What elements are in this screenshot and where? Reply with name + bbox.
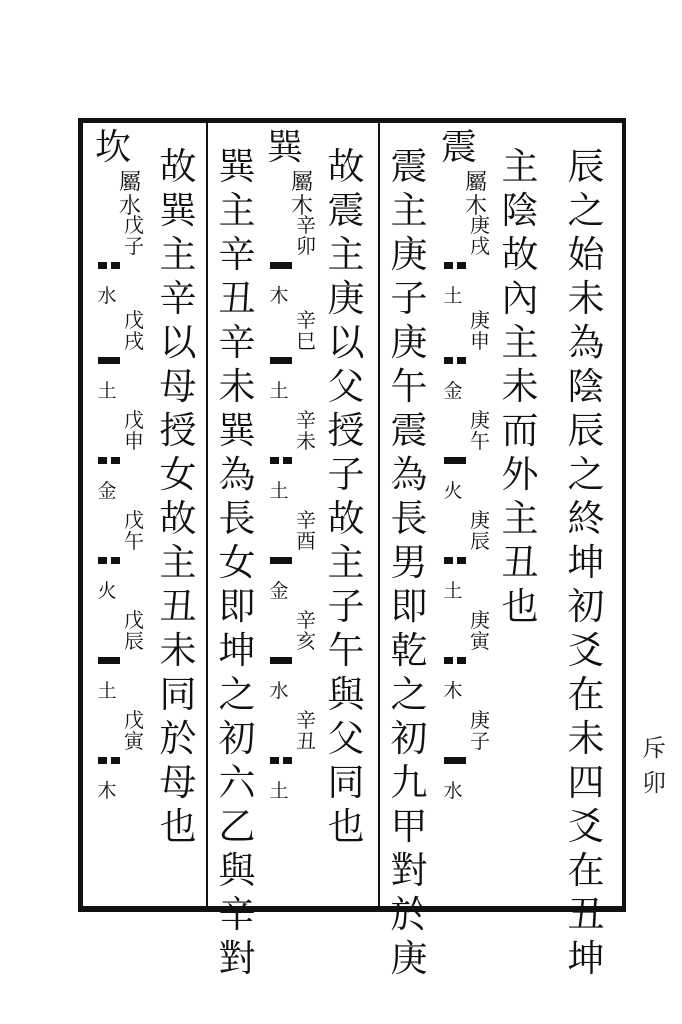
- line-branch: 辛 卯: [296, 213, 316, 258]
- broken-line-mark: [444, 657, 466, 664]
- text-char: 辰: [567, 409, 605, 452]
- line-element: 水: [443, 780, 463, 802]
- text-column-4: [323, 145, 369, 852]
- text-char: 辛: [218, 233, 256, 276]
- hexagram-name: 震: [440, 127, 477, 168]
- text-char: 即: [390, 585, 428, 628]
- line-branch: 辛 巳: [296, 308, 316, 353]
- hexagram-line: [92, 308, 146, 402]
- margin-scrap-text: 斥 卯: [642, 734, 666, 797]
- hexagram-line: [438, 213, 492, 307]
- text-char: 辛: [218, 321, 256, 364]
- text-char: 乾: [390, 629, 428, 672]
- text-char: 也: [501, 585, 539, 628]
- text-char: 故: [327, 145, 365, 188]
- text-column-3: [386, 145, 432, 984]
- text-char: 巽: [159, 189, 197, 232]
- text-char: 之: [567, 189, 605, 232]
- line-branch: 辛 丑: [296, 708, 316, 753]
- text-char: 主: [501, 145, 539, 188]
- text-char: 故: [159, 145, 197, 188]
- broken-line-mark: [98, 757, 120, 764]
- text-char: 父: [327, 365, 365, 408]
- text-char: 與: [327, 673, 365, 716]
- text-char: 主: [390, 189, 428, 232]
- text-char: 庚: [390, 321, 428, 364]
- hexagram-line: [92, 408, 146, 502]
- text-char: 在: [567, 673, 605, 716]
- column-divider-1: [378, 122, 380, 906]
- solid-line-mark: [270, 657, 292, 664]
- text-char: 也: [159, 805, 197, 848]
- line-element: 木: [443, 680, 463, 702]
- broken-line-mark: [444, 557, 466, 564]
- line-element: 金: [443, 380, 463, 402]
- text-char: 故: [327, 497, 365, 540]
- text-char: 主: [327, 233, 365, 276]
- text-char: 未: [218, 365, 256, 408]
- text-char: 震: [327, 189, 365, 232]
- text-char: 母: [159, 761, 197, 804]
- hexagram-line: [264, 608, 318, 702]
- hexagram-line: [92, 608, 146, 702]
- text-char: 女: [159, 453, 197, 496]
- text-char: 爻: [567, 629, 605, 672]
- hexagram-line: [264, 308, 318, 402]
- hexagram-line: [92, 508, 146, 602]
- line-element: 土: [269, 780, 289, 802]
- line-branch: 戊 戌: [124, 308, 144, 353]
- text-char: 與: [218, 849, 256, 892]
- text-char: 在: [567, 849, 605, 892]
- text-char: 未: [567, 277, 605, 320]
- text-char: 之: [390, 673, 428, 716]
- text-char: 同: [159, 673, 197, 716]
- text-char: 庚: [390, 233, 428, 276]
- text-char: 主: [501, 497, 539, 540]
- text-char: 對: [390, 849, 428, 892]
- text-char: 丑: [218, 277, 256, 320]
- text-char: 乙: [218, 805, 256, 848]
- solid-line-mark: [444, 457, 466, 464]
- hexagram-attribute: 屬 木: [464, 170, 487, 219]
- text-char: 始: [567, 233, 605, 276]
- line-element: 土: [443, 285, 463, 307]
- line-branch: 庚 辰: [470, 508, 490, 553]
- text-char: 未: [501, 365, 539, 408]
- frame-right-rule: [622, 118, 626, 912]
- line-branch: 戊 寅: [124, 708, 144, 753]
- text-char: 坤: [567, 937, 605, 980]
- text-char: 內: [501, 277, 539, 320]
- text-char: 之: [567, 453, 605, 496]
- line-element: 火: [97, 580, 117, 602]
- solid-line-mark: [98, 657, 120, 664]
- broken-line-mark: [98, 262, 120, 269]
- text-char: 四: [567, 761, 605, 804]
- line-element: 土: [269, 380, 289, 402]
- line-branch: 庚 戌: [470, 213, 490, 258]
- text-char: 震: [390, 145, 428, 188]
- text-column-1: [563, 145, 609, 984]
- text-char: 辛: [218, 893, 256, 936]
- text-char: 同: [327, 761, 365, 804]
- line-branch: 庚 寅: [470, 608, 490, 653]
- text-char: 男: [390, 541, 428, 584]
- text-char: 即: [218, 585, 256, 628]
- text-char: 授: [159, 409, 197, 452]
- hexagram-attribute: 屬 木: [290, 170, 313, 219]
- broken-line-mark: [270, 457, 292, 464]
- text-char: 為: [567, 321, 605, 364]
- text-char: 對: [218, 937, 256, 980]
- text-char: 甲: [390, 805, 428, 848]
- hexagram-line: [438, 508, 492, 602]
- text-char: 午: [390, 365, 428, 408]
- hexagram-line: [264, 213, 318, 307]
- text-char: 外: [501, 453, 539, 496]
- text-column-2: [497, 145, 543, 632]
- hexagram-line: [92, 213, 146, 307]
- text-char: 巽: [218, 409, 256, 452]
- text-char: 丑: [159, 585, 197, 628]
- line-element: 木: [97, 780, 117, 802]
- line-element: 火: [443, 480, 463, 502]
- hexagram-line: [438, 408, 492, 502]
- text-char: 未: [567, 717, 605, 760]
- text-char: 而: [501, 409, 539, 452]
- text-char: 震: [390, 409, 428, 452]
- text-char: 子: [390, 277, 428, 320]
- column-divider-2: [206, 122, 208, 906]
- broken-line-mark: [98, 457, 120, 464]
- text-char: 初: [567, 585, 605, 628]
- frame-left-rule: [78, 118, 83, 912]
- text-char: 為: [218, 453, 256, 496]
- text-char: 主: [327, 541, 365, 584]
- text-char: 丑: [567, 893, 605, 936]
- hexagram-line: [264, 708, 318, 802]
- solid-line-mark: [270, 557, 292, 564]
- text-char: 坤: [218, 629, 256, 672]
- text-char: 主: [159, 541, 197, 584]
- line-element: 水: [97, 285, 117, 307]
- frame-top-rule: [80, 118, 625, 123]
- text-char: 長: [218, 497, 256, 540]
- text-char: 子: [327, 453, 365, 496]
- hexagram-line: [438, 608, 492, 702]
- line-branch: 辛 酉: [296, 508, 316, 553]
- hexagram-line: [438, 308, 492, 402]
- text-char: 六: [218, 761, 256, 804]
- line-element: 水: [269, 680, 289, 702]
- solid-line-mark: [98, 357, 120, 364]
- solid-line-mark: [444, 757, 466, 764]
- text-char: 庚: [390, 937, 428, 980]
- broken-line-mark: [444, 357, 466, 364]
- broken-line-mark: [270, 757, 292, 764]
- text-char: 辛: [159, 277, 197, 320]
- line-element: 土: [443, 580, 463, 602]
- line-element: 金: [269, 580, 289, 602]
- text-char: 陰: [501, 189, 539, 232]
- text-char: 主: [218, 189, 256, 232]
- text-char: 初: [218, 717, 256, 760]
- line-branch: 辛 未: [296, 408, 316, 453]
- text-char: 以: [327, 321, 365, 364]
- text-char: 授: [327, 409, 365, 452]
- text-char: 之: [218, 673, 256, 716]
- text-char: 丑: [501, 541, 539, 584]
- hexagram-attribute: 屬 水: [118, 170, 141, 219]
- text-char: 九: [390, 761, 428, 804]
- text-char: 主: [159, 233, 197, 276]
- text-char: 巽: [218, 145, 256, 188]
- line-element: 木: [269, 285, 289, 307]
- text-char: 陰: [567, 365, 605, 408]
- hexagram-line: [438, 708, 492, 802]
- text-char: 女: [218, 541, 256, 584]
- text-char: 為: [390, 453, 428, 496]
- line-branch: 庚 午: [470, 408, 490, 453]
- line-element: 土: [269, 480, 289, 502]
- text-char: 庚: [327, 277, 365, 320]
- hexagram-line: [264, 508, 318, 602]
- line-element: 土: [97, 380, 117, 402]
- hexagram-line: [92, 708, 146, 802]
- hexagram-name: 巽: [266, 127, 303, 168]
- line-branch: 戊 辰: [124, 608, 144, 653]
- text-char: 子: [327, 585, 365, 628]
- text-char: 辰: [567, 145, 605, 188]
- line-branch: 庚 子: [470, 708, 490, 753]
- text-char: 於: [159, 717, 197, 760]
- text-char: 爻: [567, 805, 605, 848]
- text-char: 故: [159, 497, 197, 540]
- frame-bottom-rule: [78, 906, 626, 912]
- solid-line-mark: [270, 262, 292, 269]
- line-branch: 辛 亥: [296, 608, 316, 653]
- text-char: 以: [159, 321, 197, 364]
- text-char: 主: [501, 321, 539, 364]
- text-char: 也: [327, 805, 365, 848]
- broken-line-mark: [98, 557, 120, 564]
- text-char: 午: [327, 629, 365, 672]
- hexagram-line: [264, 408, 318, 502]
- line-element: 土: [97, 680, 117, 702]
- line-branch: 庚 申: [470, 308, 490, 353]
- text-char: 終: [567, 497, 605, 540]
- line-branch: 戊 午: [124, 508, 144, 553]
- text-char: 未: [159, 629, 197, 672]
- text-char: 於: [390, 893, 428, 936]
- line-branch: 戊 子: [124, 213, 144, 258]
- text-char: 母: [159, 365, 197, 408]
- text-char: 故: [501, 233, 539, 276]
- text-char: 坤: [567, 541, 605, 584]
- text-char: 長: [390, 497, 428, 540]
- text-char: 初: [390, 717, 428, 760]
- line-element: 金: [97, 480, 117, 502]
- text-column-5: [214, 145, 260, 984]
- text-column-6: [155, 145, 201, 852]
- text-char: 父: [327, 717, 365, 760]
- solid-line-mark: [270, 357, 292, 364]
- line-branch: 戊 申: [124, 408, 144, 453]
- broken-line-mark: [444, 262, 466, 269]
- hexagram-name: 坎: [94, 127, 131, 168]
